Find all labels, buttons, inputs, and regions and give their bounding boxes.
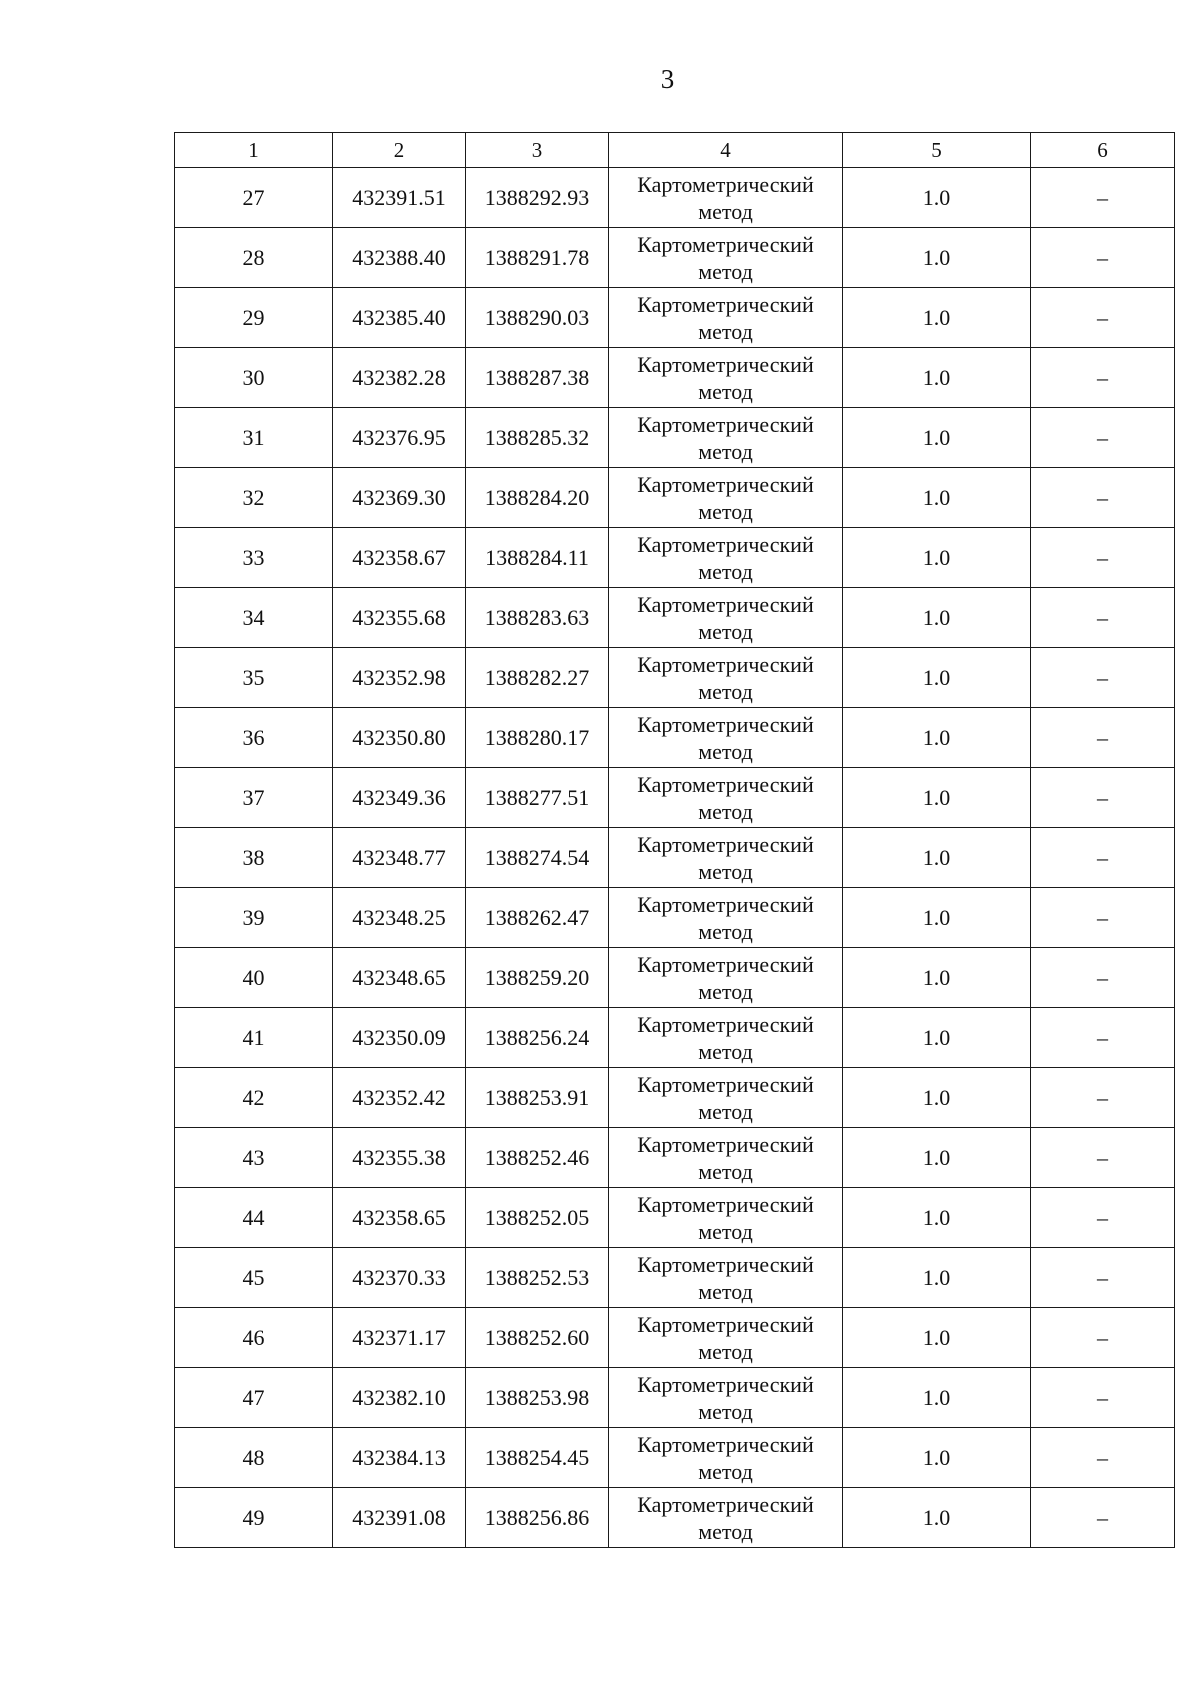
col-header-6: 6 (1031, 133, 1175, 168)
method-line-2: метод (698, 798, 753, 824)
table-row (175, 348, 1175, 408)
method-cell (609, 1488, 843, 1548)
table-row (175, 648, 1175, 708)
method-line-2: метод (698, 378, 753, 404)
method-line-2: метод (698, 258, 753, 284)
point-number: 27 (175, 168, 333, 228)
page-number: 3 (660, 64, 675, 94)
note-dash: – (1031, 1068, 1175, 1128)
method-cell (609, 1008, 843, 1068)
method-cell (609, 228, 843, 288)
coordinate-y: 1388252.53 (466, 1248, 609, 1308)
accuracy-value: 1.0 (843, 768, 1031, 828)
accuracy-value: 1.0 (843, 1308, 1031, 1368)
coordinate-y: 1388274.54 (466, 828, 609, 888)
method-line-1: Картометрический (637, 891, 814, 917)
method-cell (609, 708, 843, 768)
method-line-1: Картометрический (637, 1431, 814, 1457)
method-line-1: Картометрический (637, 291, 814, 317)
note-dash: – (1031, 228, 1175, 288)
coordinate-x: 432358.67 (333, 528, 466, 588)
coordinates-table (174, 132, 1175, 1548)
method-line-1: Картометрический (637, 411, 814, 437)
table-row (175, 288, 1175, 348)
note-dash: – (1031, 1008, 1175, 1068)
method-line-2: метод (698, 918, 753, 944)
method-line-2: метод (698, 678, 753, 704)
method-line-1: Картометрический (637, 531, 814, 557)
method-line-1: Картометрический (637, 1071, 814, 1097)
coordinate-x: 432355.68 (333, 588, 466, 648)
coordinate-y: 1388262.47 (466, 888, 609, 948)
method-cell (609, 828, 843, 888)
accuracy-value: 1.0 (843, 1368, 1031, 1428)
accuracy-value: 1.0 (843, 708, 1031, 768)
coordinate-x: 432384.13 (333, 1428, 466, 1488)
note-dash: – (1031, 648, 1175, 708)
method-line-2: метод (698, 1458, 753, 1484)
method-cell (609, 648, 843, 708)
note-dash: – (1031, 528, 1175, 588)
method-cell (609, 348, 843, 408)
point-number: 48 (175, 1428, 333, 1488)
coordinate-y: 1388284.20 (466, 468, 609, 528)
method-line-2: метод (698, 1038, 753, 1064)
coordinate-y: 1388287.38 (466, 348, 609, 408)
table-row (175, 168, 1175, 228)
note-dash: – (1031, 168, 1175, 228)
method-line-2: метод (698, 438, 753, 464)
method-cell (609, 1128, 843, 1188)
coordinate-y: 1388252.46 (466, 1128, 609, 1188)
point-number: 47 (175, 1368, 333, 1428)
note-dash: – (1031, 1488, 1175, 1548)
method-line-1: Картометрический (637, 771, 814, 797)
table-row (175, 828, 1175, 888)
accuracy-value: 1.0 (843, 1128, 1031, 1188)
accuracy-value: 1.0 (843, 888, 1031, 948)
method-cell (609, 408, 843, 468)
col-header-4: 4 (609, 133, 843, 168)
note-dash: – (1031, 768, 1175, 828)
coordinate-y: 1388256.86 (466, 1488, 609, 1548)
coordinate-y: 1388280.17 (466, 708, 609, 768)
coordinate-x: 432350.80 (333, 708, 466, 768)
method-line-2: метод (698, 558, 753, 584)
coordinate-x: 432385.40 (333, 288, 466, 348)
coordinate-x: 432369.30 (333, 468, 466, 528)
point-number: 39 (175, 888, 333, 948)
method-line-1: Картометрический (637, 1491, 814, 1517)
method-line-2: метод (698, 1398, 753, 1424)
note-dash: – (1031, 1248, 1175, 1308)
method-cell (609, 528, 843, 588)
coordinate-y: 1388282.27 (466, 648, 609, 708)
coordinate-x: 432371.17 (333, 1308, 466, 1368)
point-number: 33 (175, 528, 333, 588)
table-row (175, 1008, 1175, 1068)
accuracy-value: 1.0 (843, 1008, 1031, 1068)
col-header-3: 3 (466, 133, 609, 168)
table-row (175, 528, 1175, 588)
method-line-2: метод (698, 618, 753, 644)
coordinate-y: 1388292.93 (466, 168, 609, 228)
method-line-1: Картометрический (637, 1371, 814, 1397)
point-number: 32 (175, 468, 333, 528)
method-cell (609, 588, 843, 648)
method-line-1: Картометрический (637, 1131, 814, 1157)
accuracy-value: 1.0 (843, 648, 1031, 708)
method-line-1: Картометрический (637, 1191, 814, 1217)
point-number: 30 (175, 348, 333, 408)
accuracy-value: 1.0 (843, 948, 1031, 1008)
table-row (175, 1428, 1175, 1488)
col-header-5: 5 (843, 133, 1031, 168)
accuracy-value: 1.0 (843, 1188, 1031, 1248)
method-cell (609, 948, 843, 1008)
method-line-1: Картометрический (637, 171, 814, 197)
note-dash: – (1031, 288, 1175, 348)
table-row (175, 588, 1175, 648)
coordinate-y: 1388285.32 (466, 408, 609, 468)
coordinate-y: 1388256.24 (466, 1008, 609, 1068)
note-dash: – (1031, 348, 1175, 408)
coordinate-x: 432370.33 (333, 1248, 466, 1308)
method-line-2: метод (698, 858, 753, 884)
method-line-2: метод (698, 1158, 753, 1184)
coordinate-y: 1388283.63 (466, 588, 609, 648)
table-body (175, 168, 1175, 1548)
method-line-2: метод (698, 1218, 753, 1244)
note-dash: – (1031, 408, 1175, 468)
coordinate-x: 432348.77 (333, 828, 466, 888)
coordinate-y: 1388291.78 (466, 228, 609, 288)
table-row (175, 1308, 1175, 1368)
point-number: 36 (175, 708, 333, 768)
method-line-1: Картометрический (637, 831, 814, 857)
coordinate-x: 432352.98 (333, 648, 466, 708)
method-cell (609, 1068, 843, 1128)
method-cell (609, 168, 843, 228)
coordinate-x: 432348.65 (333, 948, 466, 1008)
table-row (175, 708, 1175, 768)
accuracy-value: 1.0 (843, 1248, 1031, 1308)
coordinate-x: 432376.95 (333, 408, 466, 468)
accuracy-value: 1.0 (843, 408, 1031, 468)
coordinate-y: 1388252.60 (466, 1308, 609, 1368)
col-header-1: 1 (175, 133, 333, 168)
note-dash: – (1031, 1128, 1175, 1188)
accuracy-value: 1.0 (843, 348, 1031, 408)
method-line-2: метод (698, 1518, 753, 1544)
point-number: 37 (175, 768, 333, 828)
table-row (175, 1368, 1175, 1428)
coordinate-x: 432391.51 (333, 168, 466, 228)
col-header-2: 2 (333, 133, 466, 168)
accuracy-value: 1.0 (843, 1068, 1031, 1128)
method-line-1: Картометрический (637, 231, 814, 257)
point-number: 28 (175, 228, 333, 288)
note-dash: – (1031, 888, 1175, 948)
method-line-1: Картометрический (637, 1251, 814, 1277)
accuracy-value: 1.0 (843, 588, 1031, 648)
accuracy-value: 1.0 (843, 228, 1031, 288)
accuracy-value: 1.0 (843, 828, 1031, 888)
table-row (175, 948, 1175, 1008)
accuracy-value: 1.0 (843, 168, 1031, 228)
coordinate-y: 1388290.03 (466, 288, 609, 348)
method-line-1: Картометрический (637, 351, 814, 377)
header-row (175, 133, 1175, 168)
table-row (175, 468, 1175, 528)
coordinate-y: 1388277.51 (466, 768, 609, 828)
note-dash: – (1031, 1368, 1175, 1428)
note-dash: – (1031, 468, 1175, 528)
coordinate-x: 432352.42 (333, 1068, 466, 1128)
table-row (175, 1488, 1175, 1548)
method-line-1: Картометрический (637, 651, 814, 677)
note-dash: – (1031, 948, 1175, 1008)
accuracy-value: 1.0 (843, 1428, 1031, 1488)
method-line-1: Картометрический (637, 471, 814, 497)
coordinate-x: 432358.65 (333, 1188, 466, 1248)
point-number: 41 (175, 1008, 333, 1068)
coordinate-x: 432382.10 (333, 1368, 466, 1428)
coordinate-x: 432349.36 (333, 768, 466, 828)
table-row (175, 1068, 1175, 1128)
point-number: 44 (175, 1188, 333, 1248)
coordinate-x: 432382.28 (333, 348, 466, 408)
method-line-2: метод (698, 978, 753, 1004)
coordinate-y: 1388253.98 (466, 1368, 609, 1428)
table-row (175, 408, 1175, 468)
table-row (175, 888, 1175, 948)
note-dash: – (1031, 828, 1175, 888)
method-line-1: Картометрический (637, 1311, 814, 1337)
accuracy-value: 1.0 (843, 1488, 1031, 1548)
point-number: 49 (175, 1488, 333, 1548)
method-line-2: метод (698, 1338, 753, 1364)
table-row (175, 1128, 1175, 1188)
accuracy-value: 1.0 (843, 528, 1031, 588)
method-line-2: метод (698, 738, 753, 764)
note-dash: – (1031, 1308, 1175, 1368)
method-cell (609, 468, 843, 528)
point-number: 40 (175, 948, 333, 1008)
method-line-1: Картометрический (637, 591, 814, 617)
coordinate-x: 432388.40 (333, 228, 466, 288)
method-cell (609, 768, 843, 828)
note-dash: – (1031, 588, 1175, 648)
method-line-2: метод (698, 198, 753, 224)
note-dash: – (1031, 1188, 1175, 1248)
method-line-2: метод (698, 1278, 753, 1304)
method-cell (609, 1248, 843, 1308)
table-row (175, 228, 1175, 288)
note-dash: – (1031, 708, 1175, 768)
coordinate-y: 1388259.20 (466, 948, 609, 1008)
method-cell (609, 888, 843, 948)
coordinate-x: 432355.38 (333, 1128, 466, 1188)
coordinate-y: 1388252.05 (466, 1188, 609, 1248)
coordinate-y: 1388254.45 (466, 1428, 609, 1488)
method-line-1: Картометрический (637, 951, 814, 977)
accuracy-value: 1.0 (843, 288, 1031, 348)
method-line-2: метод (698, 318, 753, 344)
point-number: 29 (175, 288, 333, 348)
method-cell (609, 1308, 843, 1368)
method-cell (609, 1428, 843, 1488)
method-cell (609, 1368, 843, 1428)
coordinate-x: 432348.25 (333, 888, 466, 948)
table-row (175, 1188, 1175, 1248)
coordinate-x: 432350.09 (333, 1008, 466, 1068)
point-number: 43 (175, 1128, 333, 1188)
method-line-1: Картометрический (637, 1011, 814, 1037)
coordinate-y: 1388284.11 (466, 528, 609, 588)
point-number: 42 (175, 1068, 333, 1128)
table-row (175, 768, 1175, 828)
method-cell (609, 288, 843, 348)
note-dash: – (1031, 1428, 1175, 1488)
point-number: 46 (175, 1308, 333, 1368)
method-cell (609, 1188, 843, 1248)
table-row (175, 1248, 1175, 1308)
point-number: 38 (175, 828, 333, 888)
method-line-2: метод (698, 498, 753, 524)
accuracy-value: 1.0 (843, 468, 1031, 528)
coordinate-x: 432391.08 (333, 1488, 466, 1548)
point-number: 45 (175, 1248, 333, 1308)
point-number: 34 (175, 588, 333, 648)
point-number: 35 (175, 648, 333, 708)
point-number: 31 (175, 408, 333, 468)
coordinate-y: 1388253.91 (466, 1068, 609, 1128)
method-line-1: Картометрический (637, 711, 814, 737)
method-line-2: метод (698, 1098, 753, 1124)
